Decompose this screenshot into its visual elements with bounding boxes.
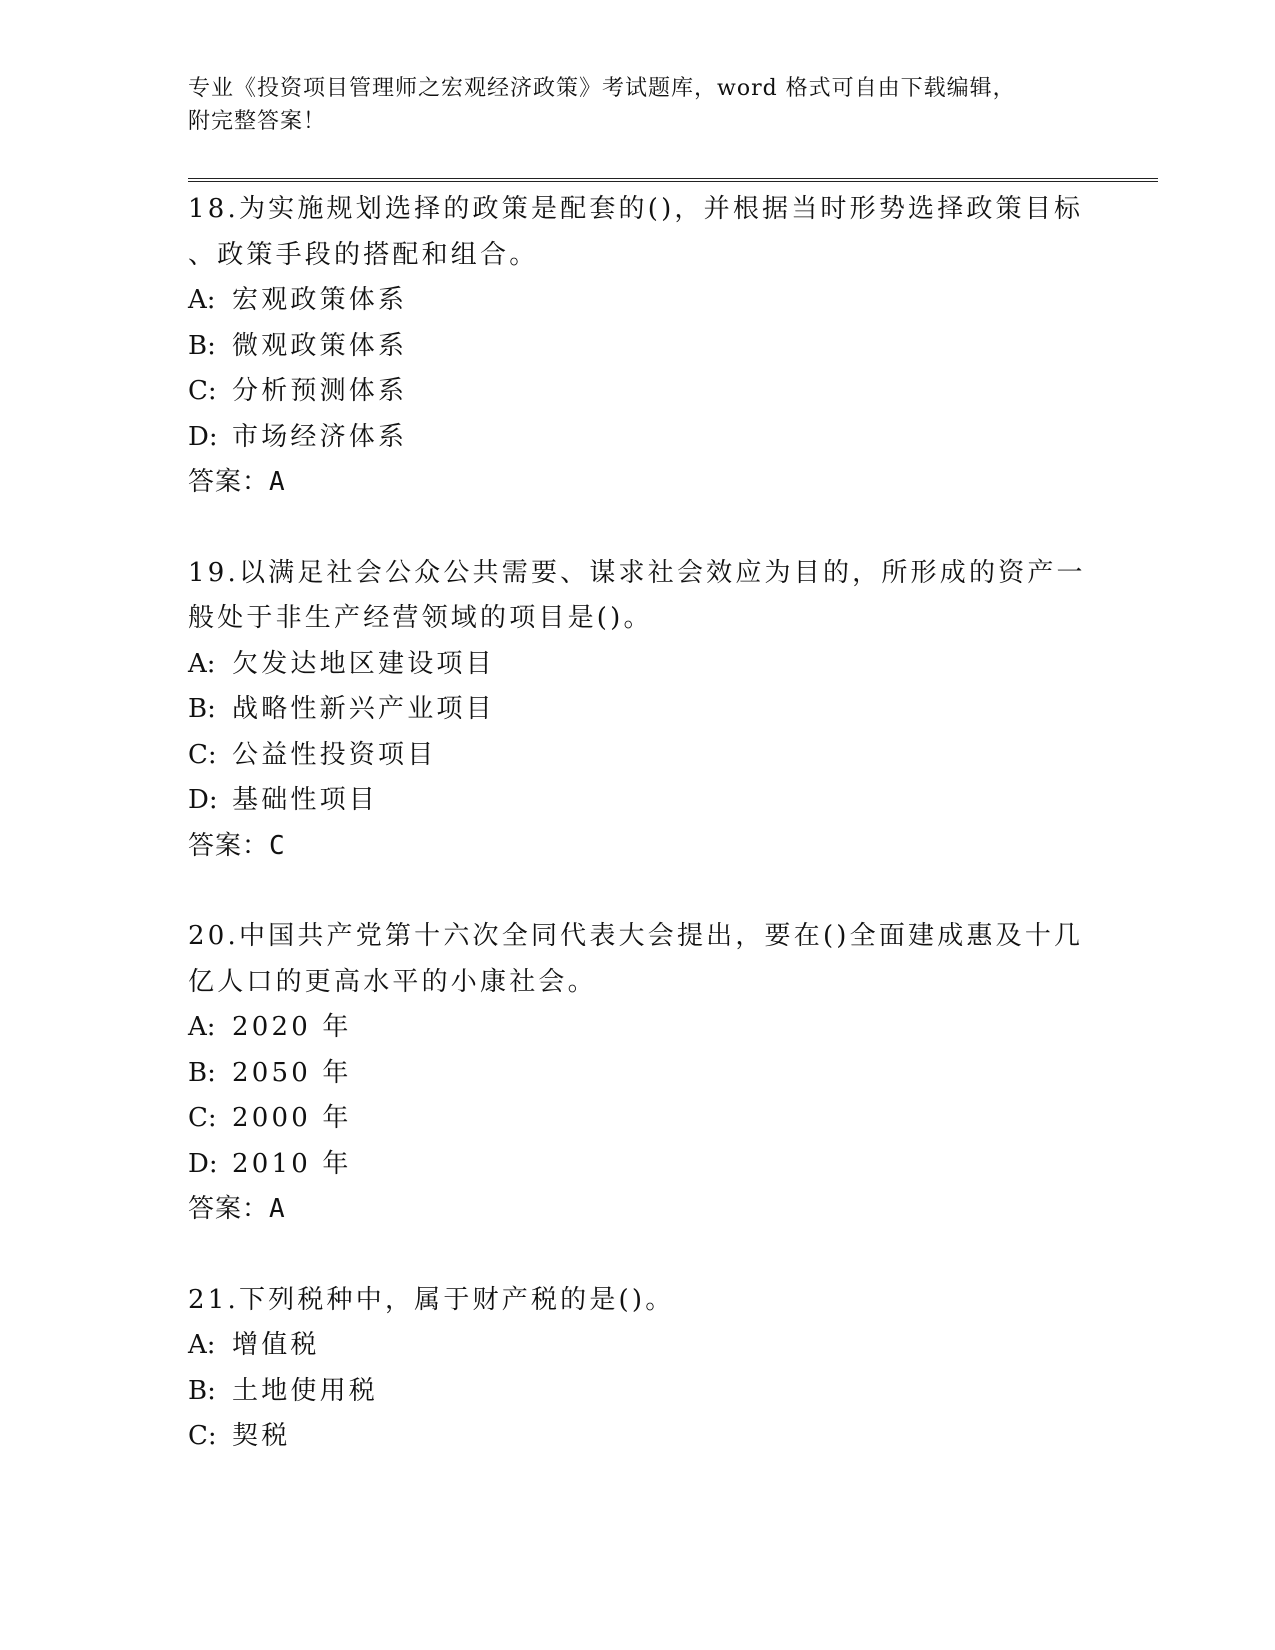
question-stem-line: 亿人口的更高水平的小康社会。: [188, 966, 597, 997]
option-text: 契税: [232, 1421, 291, 1451]
option-label: A:: [188, 285, 216, 315]
header-divider: [188, 178, 1158, 182]
option-label: B:: [188, 694, 216, 724]
option-text: 2010 年: [232, 1148, 352, 1179]
option-text: 基础性项目: [232, 785, 379, 815]
option-text: 宏观政策体系: [232, 285, 408, 315]
question-21: [188, 1278, 1088, 1460]
question-stem-line: 20.中国共产党第十六次全同代表大会提出，要在()全面建成惠及十几: [188, 921, 1084, 951]
option-text: 战略性新兴产业项目: [232, 694, 495, 724]
question-stem: [188, 1278, 1088, 1324]
option-label: D:: [188, 421, 218, 452]
question-stem: [188, 187, 1088, 278]
option-a: [188, 1005, 1088, 1051]
option-a: [188, 278, 1088, 324]
answer-text: 答案：A: [188, 1194, 286, 1224]
option-c: [188, 1096, 1088, 1142]
option-text: 欠发达地区建设项目: [232, 648, 495, 679]
option-label: A:: [188, 1330, 216, 1360]
question-20: [188, 914, 1088, 1233]
option-label: B:: [188, 1057, 216, 1088]
option-label: C:: [188, 739, 217, 770]
question-list: [188, 187, 1088, 1505]
answer-text: 答案：C: [188, 830, 286, 861]
header-text-line-2: 附完整答案！: [188, 109, 327, 134]
option-label: C:: [188, 376, 217, 406]
question-stem-line: 18.为实施规划选择的政策是配套的()，并根据当时形势选择政策目标: [188, 194, 1084, 224]
question-19: [188, 551, 1088, 870]
question-stem-line: 19.以满足社会公众公共需要、谋求社会效应为目的，所形成的资产一: [188, 557, 1086, 588]
option-text: 分析预测体系: [232, 376, 408, 406]
option-b: [188, 687, 1088, 733]
header-text-line-1: 专业《投资项目管理师之宏观经济政策》考试题库，word 格式可自由下载编辑，: [188, 76, 1016, 101]
option-label: B:: [188, 1375, 216, 1406]
option-text: 增值税: [232, 1330, 320, 1360]
option-c: [188, 369, 1088, 415]
option-c: [188, 1414, 1088, 1460]
option-text: 2020 年: [232, 1012, 352, 1042]
question-stem-line: 21.下列税种中，属于财产税的是()。: [188, 1284, 675, 1315]
document-header: [188, 72, 1088, 138]
question-stem-line: 、政策手段的搭配和组合。: [188, 239, 539, 270]
option-label: C:: [188, 1103, 217, 1133]
question-stem-line: 般处于非生产经营领域的项目是()。: [188, 603, 653, 633]
option-label: D:: [188, 785, 218, 815]
option-a: [188, 1323, 1088, 1369]
option-text: 市场经济体系: [232, 421, 408, 452]
option-label: A:: [188, 1012, 216, 1042]
option-c: [188, 733, 1088, 779]
option-a: [188, 642, 1088, 688]
option-d: [188, 1142, 1088, 1188]
option-d: [188, 415, 1088, 461]
question-18: [188, 187, 1088, 506]
option-text: 公益性投资项目: [232, 739, 437, 770]
option-text: 微观政策体系: [232, 330, 408, 361]
option-b: [188, 1051, 1088, 1097]
option-text: 2050 年: [232, 1057, 352, 1088]
option-d: [188, 778, 1088, 824]
answer-text: 答案：A: [188, 467, 286, 497]
option-b: [188, 324, 1088, 370]
option-label: D:: [188, 1148, 218, 1179]
question-stem: [188, 914, 1088, 1005]
option-text: 土地使用税: [232, 1375, 379, 1406]
option-label: C:: [188, 1421, 217, 1451]
option-b: [188, 1369, 1088, 1415]
question-stem: [188, 551, 1088, 642]
option-text: 2000 年: [232, 1103, 352, 1133]
option-label: B:: [188, 330, 216, 361]
option-label: A:: [188, 648, 216, 679]
